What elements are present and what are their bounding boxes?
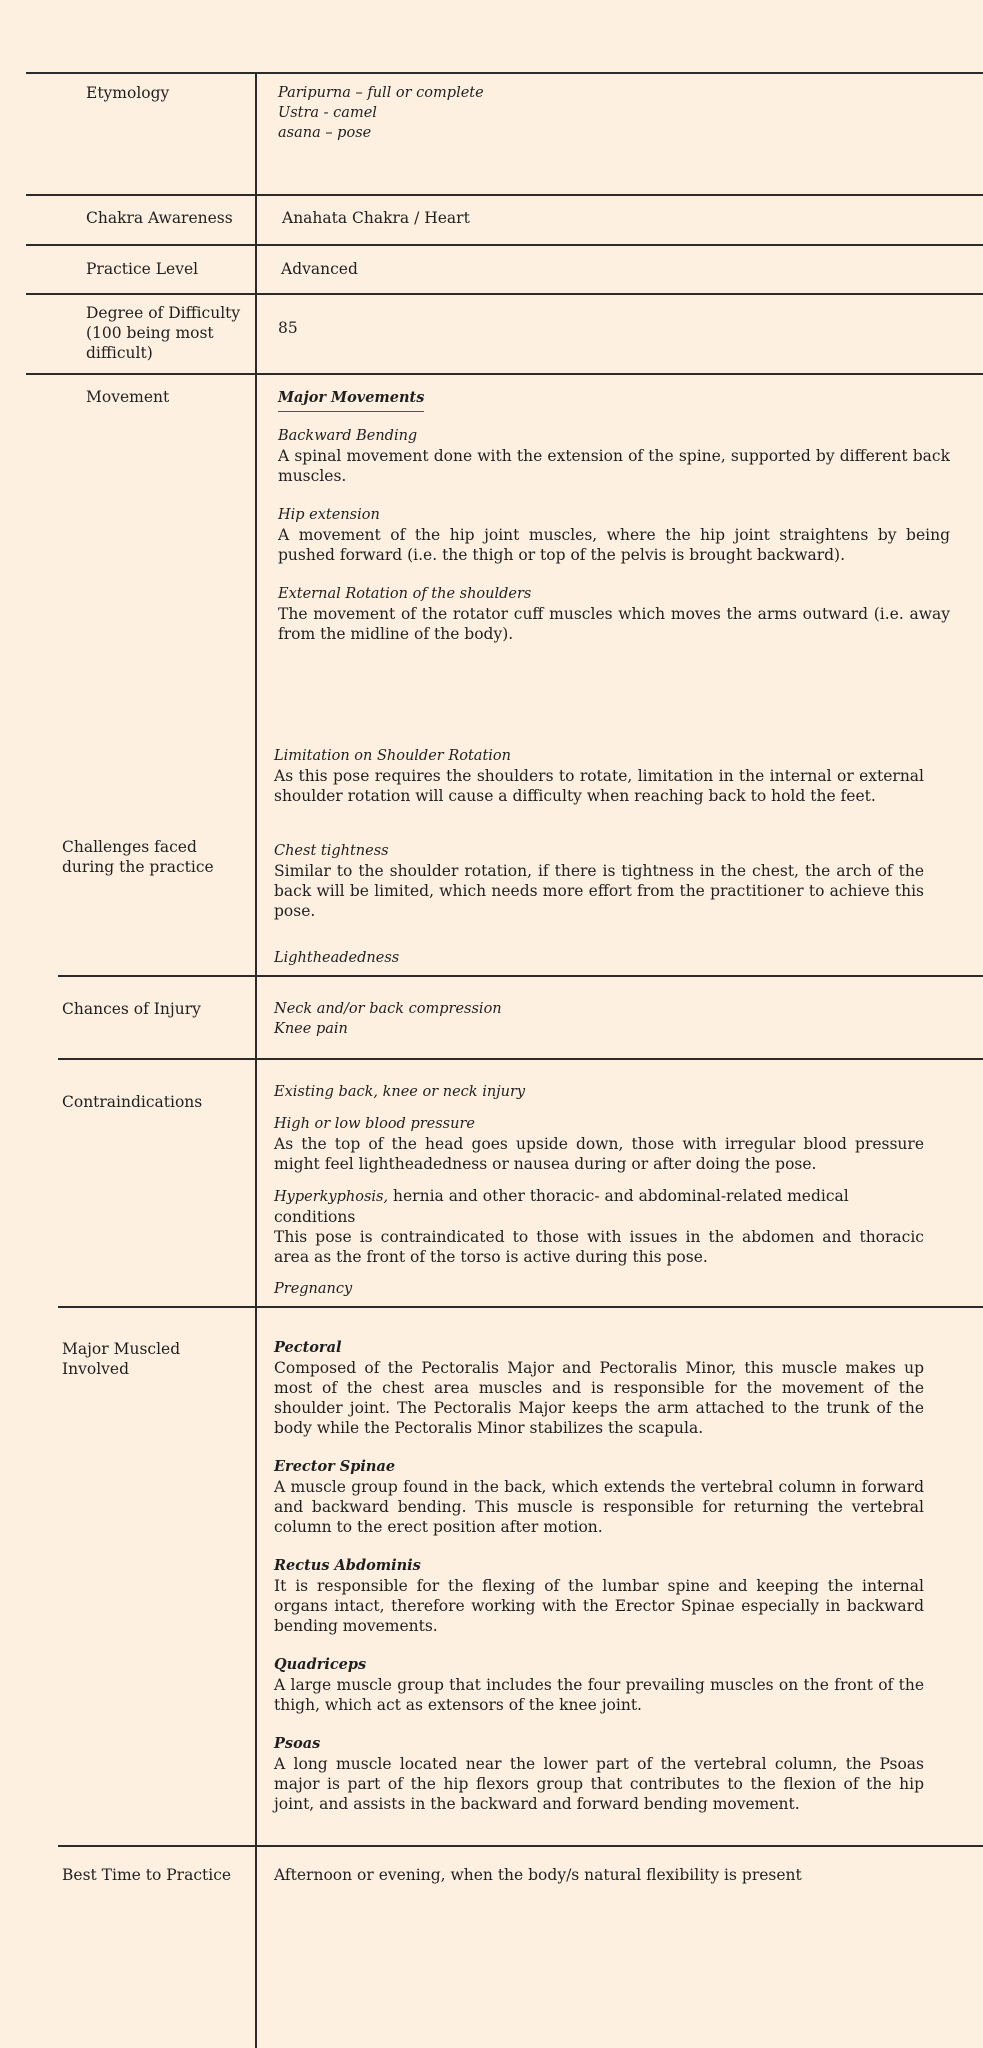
contra-title: High or low blood pressure xyxy=(274,1116,475,1132)
movement-text: The movement of the rotator cuff muscles which moves the arms outward (i.e. away from the midline of the body). xyxy=(278,605,950,643)
movement-value xyxy=(278,387,950,644)
challenge-title: Limitation on Shoulder Rotation xyxy=(274,748,511,764)
muscle-title: Erector Spinae xyxy=(274,1458,396,1475)
muscles-value xyxy=(274,1338,924,1814)
muscle-title: Pectoral xyxy=(274,1339,342,1356)
level-value: Advanced xyxy=(281,260,358,278)
row-divider xyxy=(58,1058,983,1060)
contra-item: Pregnancy xyxy=(274,1281,353,1297)
etymology-line: Ustra - camel xyxy=(278,105,377,121)
row-divider xyxy=(58,1845,983,1847)
muscle-text: A muscle group found in the back, which extends the vertebral column in forward and backward bending. This muscle is responsible for returning the vertebral column to the erect position after motion. xyxy=(274,1478,924,1536)
muscle-text: A large muscle group that includes the four prevailing muscles on the front of the thigh, which act as extensors of the knee joint. xyxy=(274,1676,924,1714)
challenges-value xyxy=(274,746,924,968)
movement-text: A spinal movement done with the extension of the spine, supported by different back muscles. xyxy=(278,447,950,485)
contra-title-italic: Hyperkyphosis, xyxy=(274,1189,389,1205)
challenge-text: Similar to the shoulder rotation, if there is tightness in the chest, the arch of the back will be limited, which needs more effort from the practitioner to achieve this pose. xyxy=(274,862,924,920)
column-divider xyxy=(255,72,257,2048)
chakra-label: Chakra Awareness xyxy=(86,209,233,227)
row-divider xyxy=(58,975,983,977)
etymology-line: Paripurna – full or complete xyxy=(278,85,484,101)
contraindications-label: Contraindications xyxy=(62,1093,203,1111)
contra-text: This pose is contraindicated to those with issues in the abdomen and thoracic area as the front of the torso is active during this pose. xyxy=(274,1228,924,1266)
injury-label: Chances of Injury xyxy=(62,1000,201,1018)
muscle-text: A long muscle located near the lower part of the vertebral column, the Psoas major is part of the hip flexors group that contributes to the flexion of the hip joint, and assists in the backward and forward bending movement. xyxy=(274,1755,924,1813)
injury-line: Knee pain xyxy=(274,1021,348,1037)
challenge-text: As this pose requires the shoulders to rotate, limitation in the internal or external shoulder rotation will cause a difficulty when reaching back to hold the feet. xyxy=(274,767,924,805)
injury-value xyxy=(274,999,502,1039)
contra-item: Existing back, knee or neck injury xyxy=(274,1084,526,1100)
difficulty-label: Degree of Difficulty (100 being most difficult) xyxy=(86,304,241,362)
difficulty-value: 85 xyxy=(278,319,298,337)
movement-label: Movement xyxy=(86,388,170,406)
row-divider xyxy=(26,293,983,295)
row-divider xyxy=(26,373,983,375)
muscles-label: Major Muscled Involved xyxy=(62,1340,181,1378)
muscle-text: Composed of the Pectoralis Major and Pectoralis Minor, this muscle makes up most of the chest area muscles and is responsible for the movement of the shoulder joint. The Pectoralis Major keeps the arm attached to the trunk of the body while the Pectoralis Minor stabilizes the scapula. xyxy=(274,1359,924,1437)
chakra-value: Anahata Chakra / Heart xyxy=(282,209,470,227)
best-time-label: Best Time to Practice xyxy=(62,1866,232,1884)
movement-title: External Rotation of the shoulders xyxy=(278,586,532,602)
row-divider xyxy=(58,1306,983,1308)
muscle-title: Psoas xyxy=(274,1735,321,1752)
muscle-title: Rectus Abdominis xyxy=(274,1557,421,1574)
movement-title: Hip extension xyxy=(278,507,380,523)
contra-title xyxy=(274,1186,924,1227)
challenge-title: Lightheadedness xyxy=(274,950,400,966)
contra-title-rest: hernia and other thoracic- and abdominal-related medical conditions xyxy=(274,1187,849,1226)
etymology-label: Etymology xyxy=(86,84,170,102)
etymology-value xyxy=(278,83,484,143)
injury-line: Neck and/or back compression xyxy=(274,1001,502,1017)
muscle-title: Quadriceps xyxy=(274,1656,367,1673)
movement-title: Backward Bending xyxy=(278,428,418,444)
muscle-text: It is responsible for the flexing of the lumbar spine and keeping the internal organs intact, therefore working with the Erector Spinae especially in backward bending movements. xyxy=(274,1577,924,1635)
level-label: Practice Level xyxy=(86,260,199,278)
challenges-label: Challenges faced during the practice xyxy=(62,838,214,876)
contraindications-value xyxy=(274,1082,924,1299)
etymology-line: asana – pose xyxy=(278,125,372,141)
challenge-title: Chest tightness xyxy=(274,843,389,859)
row-divider xyxy=(26,72,983,74)
movement-text: A movement of the hip joint muscles, where the hip joint straightens by being pushed forward (i.e. the thigh or top of the pelvis is brought backward). xyxy=(278,526,950,564)
movement-heading: Major Movements xyxy=(278,388,424,412)
row-divider xyxy=(26,194,983,196)
best-time-value: Afternoon or evening, when the body/s natural flexibility is present xyxy=(274,1866,802,1884)
row-divider xyxy=(26,244,983,246)
contra-text: As the top of the head goes upside down, those with irregular blood pressure might feel lightheadedness or nausea during or after doing the pose. xyxy=(274,1135,924,1173)
